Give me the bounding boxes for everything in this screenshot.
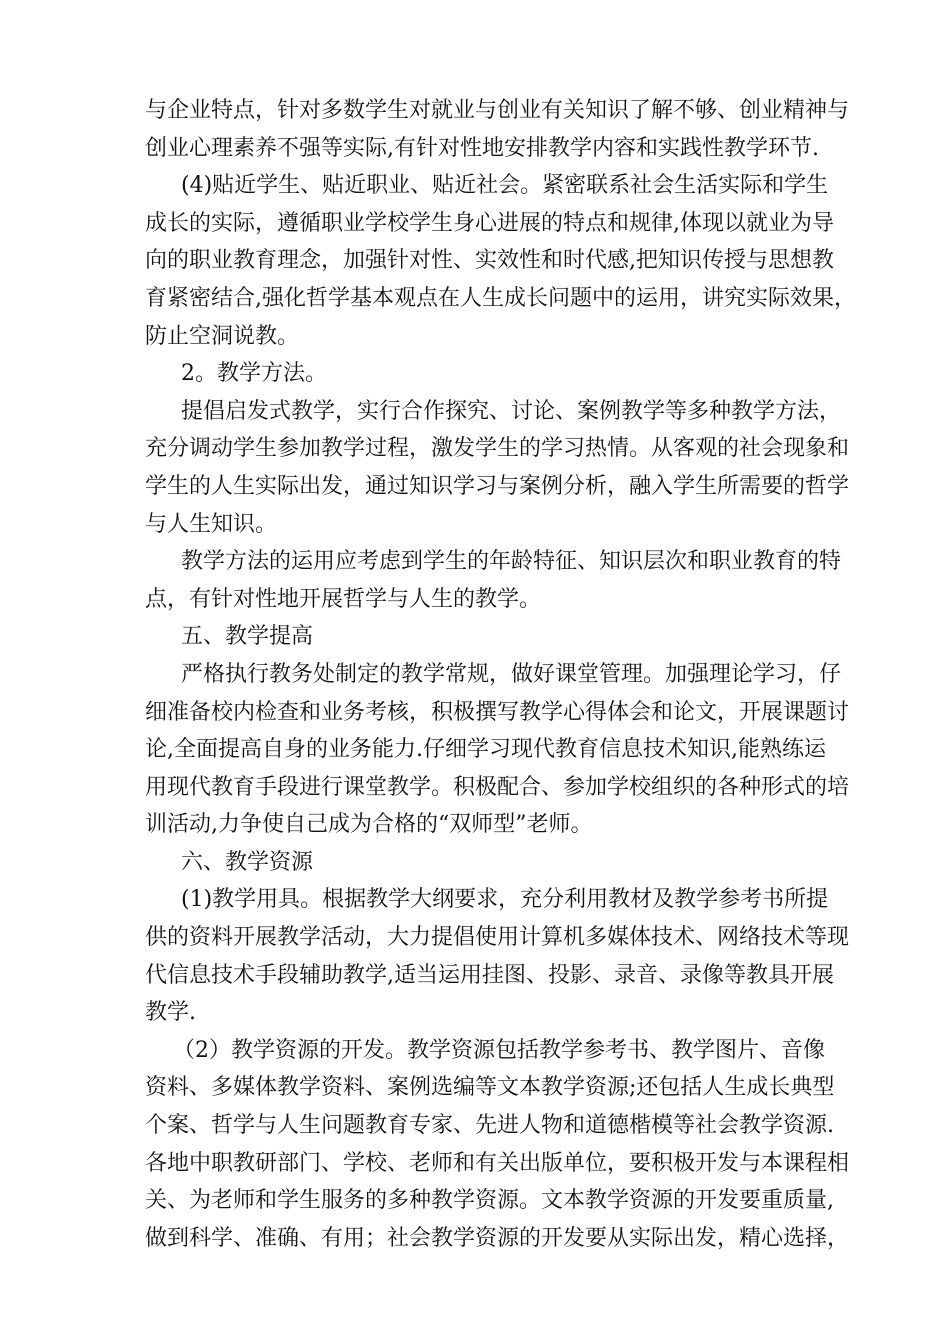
text-line: 成长的实际，遵循职业学校学生身心进展的特点和规律,体现以就业为导 — [145, 210, 834, 236]
paragraph-start-line: (4)贴近学生、贴近职业、贴近社会。紧密联系社会生活实际和学生 — [181, 173, 829, 199]
text-line: 与人生知识。 — [145, 511, 278, 537]
body-text — [145, 92, 865, 1257]
text-line: 资料、多媒体教学资料、案例选编等文本教学资源;还包括人生成长典型 — [145, 1075, 835, 1101]
paragraph-start-line: （2）教学资源的开发。教学资源包括教学参考书、教学图片、音像 — [173, 1037, 825, 1063]
paragraph-start-line: 教学方法的运用应考虑到学生的年龄特征、知识层次和职业教育的特 — [181, 549, 842, 575]
paragraph-start-line: 严格执行教务处制定的教学常规，做好课堂管理。加强理论学习，仔 — [181, 661, 842, 687]
section-heading: 六、教学资源 — [181, 849, 314, 875]
text-line: 个案、哲学与人生问题教育专家、先进人物和道德楷模等社会教学资源. — [145, 1113, 834, 1139]
text-line: 点，有针对性地开展哲学与人生的教学。 — [145, 586, 542, 612]
text-line: 育紧密结合,强化哲学基本观点在人生成长问题中的运用，讲究实际效果， — [145, 285, 856, 311]
text-line: 论,全面提高自身的业务能力.仔细学习现代教育信息技术知识,能熟练运 — [145, 737, 826, 763]
text-line: 训活动,力争使自己成为合格的“双师型”老师。 — [145, 812, 593, 838]
text-line: 代信息技术手段辅助教学,适当运用挂图、投影、录音、录像等教具开展 — [145, 962, 834, 988]
text-line: 供的资料开展教学活动，大力提倡使用计算机多媒体技术、网络技术等现 — [145, 925, 850, 951]
text-line: 关、为老师和学生服务的多种教学资源。文本教学资源的开发要重质量, — [145, 1188, 834, 1214]
text-line: 学生的人生实际出发，通过知识学习与案例分析，融入学生所需要的哲学 — [145, 473, 850, 499]
text-line: 细准备校内检查和业务考核，积极撰写教学心得体会和论文，开展课题讨 — [145, 699, 850, 725]
text-line: 各地中职教研部门、学校、老师和有关出版单位，要积极开发与本课程相 — [145, 1150, 850, 1176]
section-heading: 2。教学方法。 — [181, 361, 327, 387]
text-line: 用现代教育手段进行课堂教学。积极配合、参加学校组织的各种形式的培 — [145, 774, 850, 800]
text-line: 充分调动学生参加教学过程，激发学生的学习热情。从客观的社会现象和 — [145, 436, 850, 462]
text-line: 创业心理素养不强等实际,有针对性地安排教学内容和实践性教学环节. — [145, 135, 819, 161]
text-line: 防止空洞说教。 — [145, 323, 300, 349]
text-line: 与企业特点，针对多数学生对就业与创业有关知识了解不够、创业精神与 — [145, 98, 850, 123]
text-line: 教学. — [145, 1000, 196, 1026]
paragraph-start-line: 提倡启发式教学，实行合作探究、讨论、案例教学等多种教学方法， — [181, 398, 842, 424]
text-line: 向的职业教育理念，加强针对性、实效性和时代感,把知识传授与思想教 — [145, 248, 834, 274]
paragraph-start-line: (1)教学用具。根据教学大纲要求，充分利用教材及教学参考书所提 — [181, 887, 829, 913]
section-heading: 五、教学提高 — [181, 624, 314, 650]
text-line: 做到科学、准确、有用；社会教学资源的开发要从实际出发，精心选择， — [145, 1225, 850, 1251]
